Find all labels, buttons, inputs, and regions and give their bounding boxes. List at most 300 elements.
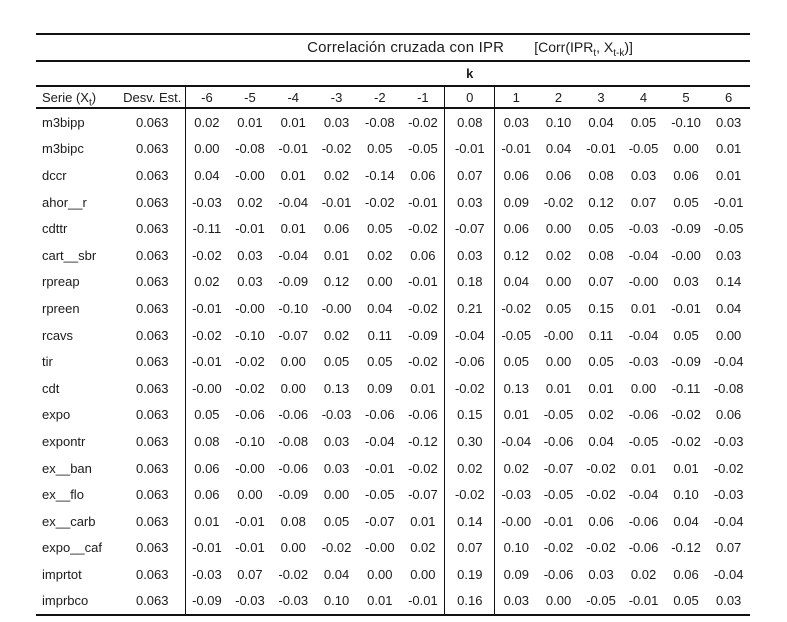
table-title: Correlación cruzada con IPR bbox=[307, 39, 505, 56]
table-cell: 0.00 bbox=[237, 487, 263, 503]
table-cell: -0.02 bbox=[185, 242, 228, 269]
table-cell: 0.00 bbox=[367, 566, 393, 582]
table-cell: 0.12 bbox=[323, 274, 350, 290]
table-cell: -0.01 bbox=[671, 300, 701, 316]
table-cell: 0.03 bbox=[588, 566, 614, 582]
table-cell: -0.01 bbox=[235, 513, 265, 529]
table-cell: -0.02 bbox=[586, 540, 616, 556]
table-cell: -0.03 bbox=[185, 561, 228, 588]
table-cell: 0.00 bbox=[715, 327, 742, 343]
table-cell: 0.04 bbox=[715, 300, 742, 316]
desv-est-cell: 0.063 bbox=[135, 460, 169, 476]
table-cell: -0.02 bbox=[543, 194, 574, 210]
table-cell: 0.01 bbox=[280, 167, 306, 183]
desv-est-cell: 0.063 bbox=[135, 327, 169, 343]
desv-est-cell: 0.063 bbox=[135, 487, 169, 503]
correlation-table bbox=[36, 33, 750, 616]
table-cell: 0.05 bbox=[588, 221, 614, 237]
table-cell: 0.03 bbox=[630, 167, 657, 183]
table-cell: -0.12 bbox=[408, 433, 438, 449]
table-cell: -0.07 bbox=[445, 215, 495, 242]
table-row bbox=[36, 481, 750, 508]
table-cell: 0.06 bbox=[588, 513, 614, 529]
table-cell: 0.05 bbox=[367, 141, 393, 157]
table-cell: -0.10 bbox=[671, 114, 701, 130]
table-cell: 0.21 bbox=[445, 295, 495, 322]
table-cell: -0.01 bbox=[586, 141, 616, 157]
table-cell: -0.03 bbox=[713, 433, 744, 449]
table-cell: 0.00 bbox=[673, 141, 699, 157]
table-cell: -0.02 bbox=[365, 194, 395, 210]
table-cell: 0.08 bbox=[185, 428, 228, 455]
table-cell: 0.01 bbox=[367, 593, 393, 609]
table-cell: 0.16 bbox=[445, 588, 495, 616]
table-cell: 0.02 bbox=[185, 108, 228, 136]
table-cell: -0.01 bbox=[501, 141, 532, 157]
table-formula: [$Corr(IPR_t$, $X_{t-k}$)] bbox=[534, 39, 633, 59]
table-cell: 0.11 bbox=[588, 327, 614, 343]
table-cell: -0.09 bbox=[671, 221, 701, 237]
table-cell: 0.07 bbox=[445, 162, 495, 189]
col-header-k4: 4 bbox=[622, 86, 665, 108]
table-cell: 0.04 bbox=[323, 566, 350, 582]
table-cell: 0.08 bbox=[588, 167, 614, 183]
table-cell: -0.00 bbox=[321, 300, 352, 316]
table-cell: -0.00 bbox=[543, 327, 574, 343]
table-cell: 0.01 bbox=[185, 508, 228, 535]
table-cell: -0.01 bbox=[543, 513, 574, 529]
row-label: rpreen bbox=[42, 300, 80, 316]
table-cell: 0.02 bbox=[323, 167, 350, 183]
table-cell: 0.03 bbox=[715, 593, 742, 609]
row-label: ex__ban bbox=[42, 460, 92, 476]
table-cell: -0.06 bbox=[235, 407, 265, 423]
table-cell: -0.06 bbox=[543, 566, 574, 582]
desv-est-cell: 0.063 bbox=[135, 513, 169, 529]
table-cell: -0.03 bbox=[713, 487, 744, 503]
table-cell: 0.01 bbox=[280, 114, 306, 130]
col-header-k1: 1 bbox=[495, 86, 538, 108]
table-cell: -0.04 bbox=[628, 247, 659, 263]
table-cell: -0.02 bbox=[445, 375, 495, 402]
table-cell: 0.03 bbox=[323, 114, 350, 130]
table-cell: 0.00 bbox=[545, 593, 572, 609]
table-cell: 0.12 bbox=[503, 247, 529, 263]
table-cell: -0.04 bbox=[445, 322, 495, 349]
table-cell: 0.13 bbox=[323, 380, 350, 396]
table-row bbox=[36, 295, 750, 322]
table-cell: -0.10 bbox=[235, 327, 265, 343]
table-cell: -0.01 bbox=[278, 141, 309, 157]
table-cell: -0.03 bbox=[321, 407, 352, 423]
table-cell: -0.03 bbox=[501, 487, 532, 503]
table-cell: 0.11 bbox=[367, 327, 392, 343]
table-cell: 0.08 bbox=[588, 247, 614, 263]
row-label: ex__carb bbox=[42, 513, 96, 529]
table-cell: -0.00 bbox=[235, 460, 265, 476]
table-cell: -0.01 bbox=[235, 540, 265, 556]
col-header-k0: 0 bbox=[445, 86, 495, 108]
table-title-row bbox=[36, 34, 750, 61]
table-cell: 0.06 bbox=[503, 221, 529, 237]
table-row bbox=[36, 108, 750, 136]
table-cell: -0.02 bbox=[278, 566, 309, 582]
table-cell: 0.01 bbox=[630, 300, 657, 316]
table-cell: 0.05 bbox=[185, 402, 228, 429]
table-cell: -0.01 bbox=[365, 460, 395, 476]
table-cell: -0.03 bbox=[628, 354, 659, 370]
table-cell: 0.03 bbox=[715, 247, 742, 263]
table-cell: 0.01 bbox=[503, 407, 529, 423]
col-header-k-5: -5 bbox=[228, 86, 271, 108]
desv-est-cell: 0.063 bbox=[135, 566, 169, 582]
row-label: m3bipp bbox=[42, 114, 85, 130]
table-cell: -0.06 bbox=[408, 407, 438, 423]
table-cell: -0.02 bbox=[671, 407, 701, 423]
table-cell: -0.08 bbox=[713, 380, 744, 396]
table-cell: -0.08 bbox=[235, 141, 265, 157]
table-cell: 0.18 bbox=[445, 269, 495, 296]
table-cell: 0.00 bbox=[545, 274, 572, 290]
table-cell: 0.01 bbox=[673, 460, 699, 476]
table-cell: -0.14 bbox=[365, 167, 395, 183]
table-cell: 0.04 bbox=[503, 274, 529, 290]
desv-est-cell: 0.063 bbox=[135, 407, 169, 423]
col-header-k3: 3 bbox=[580, 86, 623, 108]
table-row bbox=[36, 269, 750, 296]
table-cell: -0.06 bbox=[628, 540, 659, 556]
table-cell: 0.01 bbox=[323, 247, 350, 263]
table-cell: 0.04 bbox=[588, 114, 614, 130]
table-cell: -0.06 bbox=[543, 433, 574, 449]
table-cell: -0.01 bbox=[628, 593, 659, 609]
table-cell: -0.03 bbox=[628, 221, 659, 237]
table-cell: 0.00 bbox=[280, 380, 306, 396]
desv-est-cell: 0.063 bbox=[135, 141, 169, 157]
desv-est-cell: 0.063 bbox=[135, 433, 169, 449]
col-header-k5: 5 bbox=[665, 86, 708, 108]
table-cell: -0.02 bbox=[543, 540, 574, 556]
table-cell: -0.06 bbox=[278, 460, 309, 476]
table-cell: -0.02 bbox=[408, 221, 438, 237]
table-cell: 0.02 bbox=[630, 566, 657, 582]
desv-est-cell: 0.063 bbox=[135, 194, 169, 210]
table-cell: 0.04 bbox=[185, 162, 228, 189]
table-cell: -0.02 bbox=[408, 460, 438, 476]
column-header-row bbox=[36, 86, 750, 108]
table-cell: -0.06 bbox=[628, 407, 659, 423]
table-cell: 0.15 bbox=[588, 300, 614, 316]
table-cell: 0.02 bbox=[237, 194, 263, 210]
table-cell: 0.00 bbox=[280, 540, 306, 556]
table-cell: 0.07 bbox=[715, 540, 742, 556]
col-header-desv: Desv. Est. bbox=[120, 86, 185, 108]
table-cell: -0.04 bbox=[365, 433, 395, 449]
table-cell: -0.02 bbox=[713, 460, 744, 476]
row-label: cart__sbr bbox=[42, 247, 97, 263]
table-cell: -0.01 bbox=[408, 194, 438, 210]
table-cell: 0.07 bbox=[630, 194, 657, 210]
table-cell: 0.00 bbox=[630, 380, 657, 396]
row-label: dccr bbox=[42, 167, 67, 183]
col-header-k2: 2 bbox=[537, 86, 580, 108]
table-cell: -0.00 bbox=[628, 274, 659, 290]
table-row bbox=[36, 242, 750, 269]
table-cell: 0.03 bbox=[237, 247, 263, 263]
table-cell: 0.01 bbox=[715, 141, 742, 157]
table-cell: 0.06 bbox=[410, 247, 436, 263]
table-cell: -0.00 bbox=[501, 513, 532, 529]
table-cell: 0.09 bbox=[503, 194, 529, 210]
desv-est-cell: 0.063 bbox=[135, 247, 169, 263]
table-cell: -0.02 bbox=[185, 322, 228, 349]
table-cell: -0.02 bbox=[501, 300, 532, 316]
table-cell: -0.01 bbox=[408, 593, 438, 609]
table-cell: -0.04 bbox=[628, 487, 659, 503]
table-cell: -0.01 bbox=[321, 194, 352, 210]
table-cell: 0.06 bbox=[545, 167, 572, 183]
table-cell: -0.02 bbox=[321, 141, 352, 157]
table-cell: 0.05 bbox=[323, 513, 350, 529]
table-cell: 0.06 bbox=[673, 167, 699, 183]
table-row bbox=[36, 508, 750, 535]
table-cell: -0.00 bbox=[365, 540, 395, 556]
table-cell: -0.03 bbox=[235, 593, 265, 609]
table-cell: 0.07 bbox=[445, 535, 495, 562]
table-cell: -0.04 bbox=[278, 247, 309, 263]
table-cell: 0.03 bbox=[445, 189, 495, 216]
table-cell: -0.07 bbox=[543, 460, 574, 476]
table-row bbox=[36, 322, 750, 349]
table-cell: -0.12 bbox=[671, 540, 701, 556]
col-header-k-1: -1 bbox=[401, 86, 444, 108]
row-label: expo bbox=[42, 407, 71, 423]
table-cell: -0.05 bbox=[543, 407, 574, 423]
table-cell: 0.14 bbox=[715, 274, 742, 290]
table-cell: -0.00 bbox=[235, 300, 265, 316]
table-cell: 0.05 bbox=[673, 327, 699, 343]
table-cell: -0.03 bbox=[278, 593, 309, 609]
table-cell: 0.07 bbox=[588, 274, 614, 290]
table-cell: 0.02 bbox=[445, 455, 495, 482]
table-cell: 0.06 bbox=[185, 455, 228, 482]
table-cell: 0.05 bbox=[673, 194, 699, 210]
table-cell: 0.03 bbox=[323, 433, 350, 449]
col-header-k-2: -2 bbox=[358, 86, 401, 108]
table-cell: -0.11 bbox=[185, 215, 228, 242]
table-cell: -0.01 bbox=[408, 274, 438, 290]
table-cell: -0.07 bbox=[365, 513, 395, 529]
table-cell: 0.02 bbox=[410, 540, 436, 556]
table-cell: 0.01 bbox=[545, 380, 572, 396]
k-header-row bbox=[36, 61, 750, 86]
table-cell: 0.19 bbox=[445, 561, 495, 588]
desv-est-cell: 0.063 bbox=[135, 593, 169, 609]
table-cell: 0.03 bbox=[445, 242, 495, 269]
table-cell: 0.10 bbox=[545, 114, 572, 130]
table-cell: -0.00 bbox=[185, 375, 228, 402]
table-cell: -0.06 bbox=[628, 513, 659, 529]
table-cell: 0.05 bbox=[588, 354, 614, 370]
table-cell: -0.01 bbox=[235, 221, 265, 237]
table-row bbox=[36, 375, 750, 402]
table-row bbox=[36, 535, 750, 562]
table-row bbox=[36, 189, 750, 216]
table-cell: -0.06 bbox=[365, 407, 395, 423]
table-cell: 0.05 bbox=[367, 221, 393, 237]
table-cell: 0.00 bbox=[545, 354, 572, 370]
table-cell: 0.06 bbox=[503, 167, 529, 183]
table-cell: 0.06 bbox=[715, 407, 742, 423]
table-cell: -0.01 bbox=[445, 136, 495, 163]
table-row bbox=[36, 561, 750, 588]
table-cell: 0.04 bbox=[367, 300, 393, 316]
row-label: expontr bbox=[42, 433, 86, 449]
table-cell: -0.02 bbox=[671, 433, 701, 449]
table-cell: -0.02 bbox=[235, 354, 265, 370]
table-cell: 0.05 bbox=[545, 300, 572, 316]
table-cell: 0.03 bbox=[503, 114, 529, 130]
desv-est-cell: 0.063 bbox=[135, 540, 169, 556]
table-cell: -0.02 bbox=[408, 354, 438, 370]
desv-est-cell: 0.063 bbox=[135, 354, 169, 370]
table-cell: 0.05 bbox=[630, 114, 657, 130]
col-header-k-6: -6 bbox=[185, 86, 228, 108]
table-cell: 0.06 bbox=[185, 481, 228, 508]
col-header-k-3: -3 bbox=[315, 86, 358, 108]
desv-est-cell: 0.063 bbox=[135, 380, 169, 396]
table-cell: 0.10 bbox=[503, 540, 529, 556]
desv-est-cell: 0.063 bbox=[135, 221, 169, 237]
table-cell: 0.14 bbox=[445, 508, 495, 535]
table-cell: -0.05 bbox=[543, 487, 574, 503]
table-cell: 0.03 bbox=[237, 274, 263, 290]
table-cell: -0.11 bbox=[671, 380, 701, 396]
table-cell: -0.07 bbox=[278, 327, 309, 343]
table-cell: 0.08 bbox=[445, 108, 495, 136]
row-label: cdttr bbox=[42, 221, 68, 237]
table-cell: -0.04 bbox=[713, 354, 744, 370]
table-cell: 0.01 bbox=[280, 221, 306, 237]
table-cell: -0.05 bbox=[713, 221, 744, 237]
table-cell: 0.04 bbox=[588, 433, 614, 449]
table-cell: -0.04 bbox=[501, 433, 532, 449]
table-cell: -0.03 bbox=[185, 189, 228, 216]
table-cell: -0.01 bbox=[185, 348, 228, 375]
table-cell: 0.00 bbox=[545, 221, 572, 237]
table-cell: 0.06 bbox=[410, 167, 436, 183]
table-cell: 0.03 bbox=[503, 593, 529, 609]
table-cell: -0.04 bbox=[713, 566, 744, 582]
table-cell: -0.04 bbox=[628, 327, 659, 343]
table-cell: 0.03 bbox=[715, 114, 742, 130]
table-cell: 0.02 bbox=[323, 327, 350, 343]
table-row bbox=[36, 215, 750, 242]
row-label: tir bbox=[42, 354, 53, 370]
row-label: cdt bbox=[42, 380, 60, 396]
table-cell: 0.05 bbox=[323, 354, 350, 370]
table-cell: 0.02 bbox=[185, 269, 228, 296]
table-cell: -0.09 bbox=[278, 487, 309, 503]
k-label: k bbox=[445, 61, 495, 86]
table-cell: 0.01 bbox=[630, 460, 657, 476]
table-cell: 0.30 bbox=[445, 428, 495, 455]
table-cell: 0.00 bbox=[280, 354, 306, 370]
table-cell: -0.02 bbox=[586, 460, 616, 476]
table-cell: 0.09 bbox=[503, 566, 529, 582]
table-cell: 0.00 bbox=[323, 487, 350, 503]
table-cell: 0.01 bbox=[588, 380, 614, 396]
table-cell: -0.02 bbox=[586, 487, 616, 503]
desv-est-cell: 0.063 bbox=[135, 300, 169, 316]
table-cell: -0.05 bbox=[628, 141, 659, 157]
table-cell: -0.09 bbox=[671, 354, 701, 370]
table-cell: -0.09 bbox=[278, 274, 309, 290]
table-cell: -0.01 bbox=[185, 295, 228, 322]
table-row bbox=[36, 348, 750, 375]
table-cell: 0.10 bbox=[323, 593, 350, 609]
table-cell: 0.06 bbox=[323, 221, 350, 237]
table-cell: 0.03 bbox=[673, 274, 699, 290]
row-label: ex__flo bbox=[42, 487, 84, 503]
table-row bbox=[36, 402, 750, 429]
row-label: imprtot bbox=[42, 566, 82, 582]
table-cell: -0.09 bbox=[185, 588, 228, 616]
table-cell: 0.02 bbox=[588, 407, 614, 423]
desv-est-cell: 0.063 bbox=[135, 274, 169, 290]
table-cell: 0.02 bbox=[367, 247, 393, 263]
table-cell: 0.00 bbox=[367, 274, 393, 290]
table-cell: -0.08 bbox=[365, 114, 395, 130]
table-cell: 0.05 bbox=[673, 593, 699, 609]
table-cell: 0.02 bbox=[503, 460, 529, 476]
table-row bbox=[36, 455, 750, 482]
col-header-k-4: -4 bbox=[272, 86, 315, 108]
table-cell: 0.00 bbox=[185, 136, 228, 163]
table-cell: 0.06 bbox=[673, 566, 699, 582]
table-row bbox=[36, 588, 750, 616]
table-row bbox=[36, 136, 750, 163]
table-cell: -0.02 bbox=[321, 540, 352, 556]
table-cell: -0.10 bbox=[235, 433, 265, 449]
table-cell: 0.04 bbox=[673, 513, 699, 529]
table-cell: -0.05 bbox=[628, 433, 659, 449]
row-label: rpreap bbox=[42, 274, 80, 290]
table-cell: -0.01 bbox=[185, 535, 228, 562]
table-cell: 0.00 bbox=[410, 566, 436, 582]
table-cell: 0.01 bbox=[410, 513, 436, 529]
row-label: imprbco bbox=[42, 593, 89, 609]
table-cell: -0.02 bbox=[445, 481, 495, 508]
table-cell: 0.10 bbox=[673, 487, 699, 503]
table-cell: -0.02 bbox=[408, 300, 438, 316]
table-cell: 0.02 bbox=[545, 247, 572, 263]
table-cell: -0.08 bbox=[278, 433, 309, 449]
table-cell: 0.04 bbox=[545, 141, 572, 157]
table-cell: -0.10 bbox=[278, 300, 309, 316]
table-cell: 0.05 bbox=[503, 354, 529, 370]
table-cell: 0.01 bbox=[715, 167, 742, 183]
table-cell: 0.12 bbox=[588, 194, 614, 210]
table-cell: -0.05 bbox=[365, 487, 395, 503]
table-cell: -0.00 bbox=[235, 167, 265, 183]
table-cell: 0.08 bbox=[280, 513, 306, 529]
table-cell: 0.01 bbox=[410, 380, 436, 396]
col-header-serie: Serie $(X_t)$ bbox=[36, 86, 120, 108]
table-cell: 0.05 bbox=[367, 354, 393, 370]
row-label: expo__caf bbox=[42, 540, 102, 556]
table-cell: 0.15 bbox=[445, 402, 495, 429]
